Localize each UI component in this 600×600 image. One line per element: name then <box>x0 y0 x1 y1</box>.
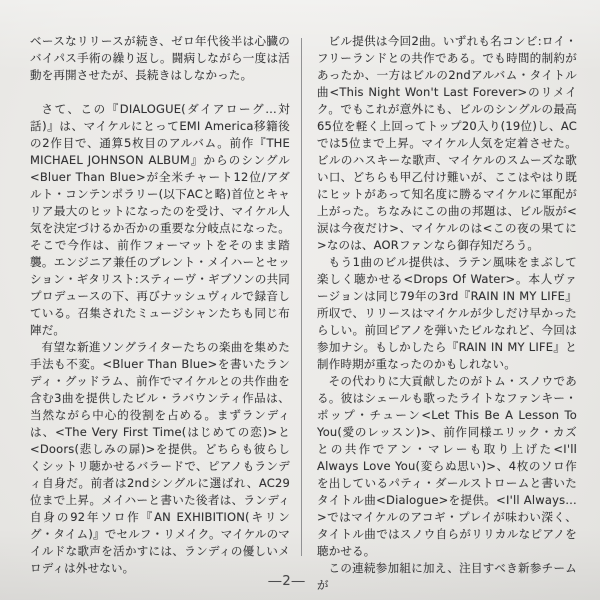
paragraph-bill-songs: ビル提供は今回2曲。いずれも名コンビ:ロイ・フリーランドとの共作である。でも時間的制約があったか、一方はビルの2ndアルバム・タイトル曲<This Night Won't Last Forever>のリメイク。でもこれが意外にも、ビルのシングルの最高65位を軽く上回ってトップ20入り(19位)し、ACでは5位まで上昇。マイケル人気を定着させた。ビルのハスキーな歌声、マイケルのスムーズな歌い口、どちらも甲乙付け難いが、ここはやはり既にヒットがあって知名度に勝るマイケルに軍配が上がった。ちなみにこの曲の邦題は、ビル版が<涙は今夜だけ>、マイケルのは<この夜の果てに>なのは、AORファンなら御存知だろう。 <box>317 34 577 252</box>
text-column-left <box>30 33 290 577</box>
text-column-right <box>317 33 577 594</box>
paragraph-continuation: ベースなリリースが続き、ゼロ年代後半は心臓のバイパス手術の繰り返し。闘病しながら一度は活動を再開させたが、長続きはしなかった。 <box>30 34 290 82</box>
paragraph-tom-snow: その代わりに大貢献したのがトム・スノウである。彼はシェールも歌ったライトなファンキー・ポップ・チューン<Let This Be A Lesson To You(愛のレッスン)>、前作同様エリック・カズとの共作でアン・マレーも取り上げた<I'll Always Love You(変らぬ思い)>、4枚のソロ作を出しているパティ・ダールストロームと書いたタイトル曲<Dialogue>を提供。<I'll Always…>ではマイケルのアコギ・プレイが味わい深く、タイトル曲ではスノウ自らがリリカルなピアノを聴かせる。 <box>317 374 577 558</box>
column-divider-rule <box>301 38 302 556</box>
paragraph-newcomers-lead: この連続参加組に加え、注目すべき新参チームが <box>317 561 577 592</box>
paragraph-album-intro: さて、この『DIALOGUE(ダイアローグ…対話)』は、マイケルにとってEMI America移籍後の2作目で、通算5枚目のアルバム。前作『THE MICHAEL JOHNSON ALBUM』からのシングル<Bluer Than Blue>が全米チャート12位/アダルト・コンテンポラリー(以下ACと略)首位とキャリア最大のヒットになったのを受け、マイケル人気を決定づけるか否かの重要な分岐点になった。そこで今作は、前作フォーマットをそのまま踏襲。エンジニア兼任のブレント・メイハーとセッション・ギタリスト:スティーヴ・ギブソンの共同プロデュースの下、再びナッシュヴィルで録音している。召集されたミュージシャンたちも同じ布陣だ。 <box>30 102 290 337</box>
page-number: ―2― <box>268 574 306 589</box>
paragraph-drops-of-water: もう1曲のビル提供は、ラテン風味をまぶして楽しく聴かせる<Drops Of Water>。本人ヴァージョンは同じ79年の3rd『RAIN IN MY LIFE』所収で、リリースはマイケルが少しだけ早かったらしい。前回ピアノを弾いたビルなれど、今回は参加ナシ。もしかしたら『RAIN IN MY LIFE』と制作時期が重なったのかもしれない。 <box>317 255 577 371</box>
paragraph-songwriters: 有望な新進ソングライターたちの楽曲を集めた手法も不変。<Bluer Than Blue>を書いたランディ・グッドラム、前作でマイケルとの共作曲を含む3曲を提供したビル・ラバウンティ作品は、当然ながら中心的役割を占める。まずランディは、<The Very First Time(はじめての恋)>と<Doors(悲しみの扉)>を提供。どちらも彼らしくシットリ聴かせるバラードで、ピアノもランディ自身だ。前者は2ndシングルに選ばれ、AC29位まで上昇。メイハーと書いた後者は、ランディ自身の92年ソロ作『AN EXHIBITION(キリング・タイム)』でセルフ・リメイク。マイケルのマイルドな歌声を活かすには、ランディの優しいメロディは外せない。 <box>30 340 290 575</box>
